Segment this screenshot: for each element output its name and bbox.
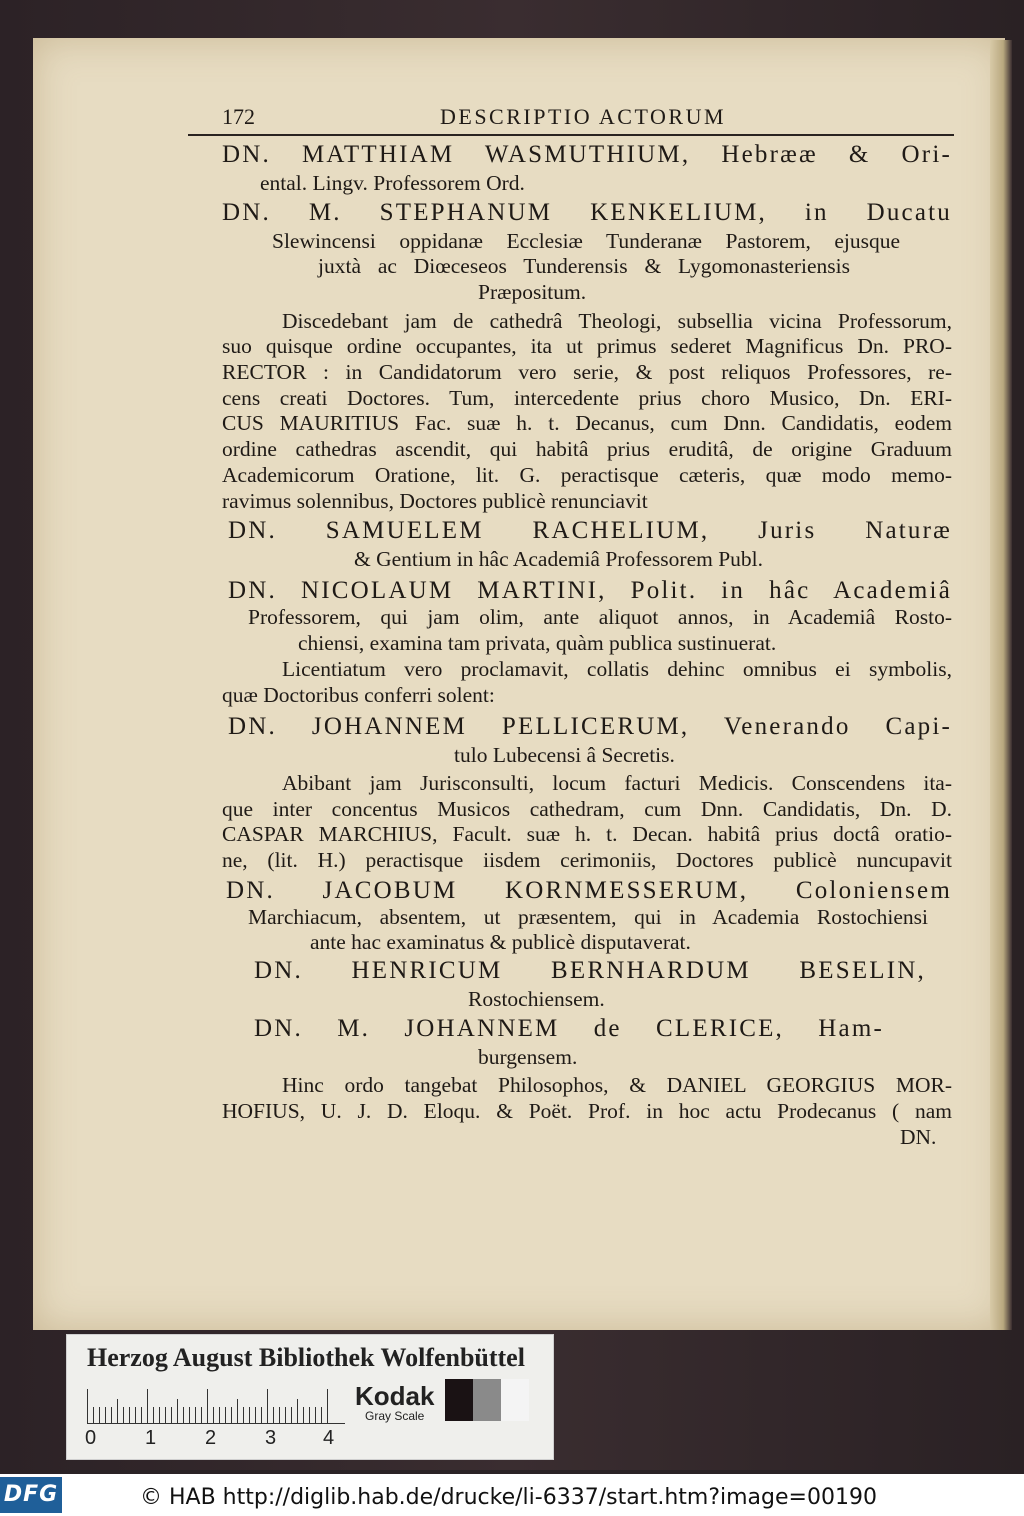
ruler-number: 3: [265, 1427, 277, 1449]
ruler-tick: [189, 1407, 190, 1423]
ruler-tick: [249, 1407, 250, 1423]
ruler-tick: [225, 1407, 226, 1423]
ruler-tick: [213, 1407, 214, 1423]
ruler-tick: [255, 1407, 256, 1423]
ruler-tick: [243, 1407, 244, 1423]
text-line: DN.: [900, 1125, 937, 1149]
page-header: [188, 104, 954, 136]
ruler-tick: [207, 1389, 208, 1423]
library-name: Herzog August Bibliothek Wolfenbüttel: [87, 1343, 525, 1372]
text-line: & Gentium in hâc Academiâ Professorem Publ.: [354, 547, 764, 571]
text-line: Hinc ordo tangebat Philosophos, & DANIEL GEORGIUS MOR-: [282, 1073, 952, 1097]
text-line: ental. Lingv. Professorem Ord.: [260, 171, 525, 195]
ruler-tick: [321, 1407, 322, 1423]
text-line: quæ Doctoribus conferri solent:: [222, 683, 495, 707]
text-line: tulo Lubecensi â Secretis.: [454, 743, 675, 767]
text-line: ravimus solennibus, Doctores publicè renunciavit: [222, 489, 648, 513]
gray-patch-dark: [445, 1379, 473, 1421]
text-line: CUS MAURITIUS Fac. suæ h. t. Decanus, cum Dnn. Candidatis, eodem: [222, 411, 952, 435]
ruler-tick: [291, 1407, 292, 1423]
degree-recipient-line: DN. NICOLAUM MARTINI, Polit. in hâc Academiâ: [228, 577, 952, 604]
ruler-tick: [141, 1407, 142, 1423]
degree-recipient-line: DN. JACOBUM KORNMESSERUM, Coloniensem: [226, 877, 952, 904]
ruler-tick: [99, 1407, 100, 1423]
ruler-tick: [309, 1407, 310, 1423]
text-line: HOFIUS, U. J. D. Eloqu. & Poët. Prof. in hoc actu Prodecanus ( nam: [222, 1099, 952, 1123]
ruler-tick: [129, 1407, 130, 1423]
text-line: Discedebant jam de cathedrâ Theologi, subsellia vicina Professorum,: [282, 309, 952, 333]
text-line: juxtà ac Diœceseos Tunderensis & Lygomonasteriensis: [318, 254, 850, 278]
ruler-tick: [177, 1399, 178, 1423]
ruler-tick: [195, 1407, 196, 1423]
ruler-tick: [159, 1407, 160, 1423]
degree-recipient-line: DN. MATTHIAM WASMUTHIUM, Hebrææ & Ori-: [222, 141, 952, 168]
gray-scale-label: Gray Scale: [365, 1409, 425, 1423]
ruler-tick: [111, 1407, 112, 1423]
ruler-tick: [135, 1407, 136, 1423]
ruler-tick: [147, 1389, 148, 1423]
text-line: CASPAR MARCHIUS, Facult. suæ h. t. Decan. habitâ prius doctâ oratio-: [222, 822, 952, 846]
ruler-tick: [267, 1389, 268, 1423]
text-line: ne, (lit. H.) peractisque iisdem cerimoniis, Doctores publicè nuncupavit: [222, 848, 952, 872]
text-line: Slewincensi oppidanæ Ecclesiæ Tunderanæ Pastorem, ejusque: [272, 229, 900, 253]
ruler-number: 4: [323, 1427, 335, 1449]
text-line: ordine cathedras ascendit, qui habitâ prius eruditâ, de origine Graduum: [222, 437, 952, 461]
degree-recipient-line: DN. M. STEPHANUM KENKELIUM, in Ducatu: [222, 199, 952, 226]
ruler-tick: [171, 1407, 172, 1423]
ruler-number: 1: [145, 1427, 157, 1449]
ruler-number: 0: [85, 1427, 97, 1449]
gray-patch-mid: [473, 1379, 501, 1421]
ruler-tick: [201, 1407, 202, 1423]
ruler-tick: [231, 1407, 232, 1423]
text-line: que inter concentus Musicos cathedram, cum Dnn. Candidatis, Dn. D.: [222, 797, 952, 821]
page-edge: [990, 40, 1012, 1330]
ruler-tick: [165, 1407, 166, 1423]
ruler-tick: [327, 1389, 328, 1423]
ruler-tick: [261, 1407, 262, 1423]
ruler-tick: [219, 1407, 220, 1423]
text-line: Licentiatum vero proclamavit, collatis dehinc omnibus ei symbolis,: [282, 657, 952, 681]
text-line: Academicorum Oratione, lit. G. peractisque cæteris, quæ modo memo-: [222, 463, 952, 487]
page-number: 172: [222, 104, 255, 129]
text-line: chiensi, examina tam privata, quàm publica sustinuerat.: [298, 631, 777, 655]
ruler: [87, 1389, 345, 1424]
ruler-tick: [183, 1407, 184, 1423]
ruler-tick: [315, 1407, 316, 1423]
degree-recipient-line: DN. HENRICUM BERNHARDUM BESELIN,: [254, 957, 926, 984]
color-scale-card: [66, 1334, 554, 1460]
text-line: Rostochiensem.: [468, 987, 605, 1011]
degree-recipient-line: DN. M. JOHANNEM de CLERICE, Ham-: [254, 1015, 884, 1042]
ruler-tick: [87, 1389, 88, 1423]
ruler-tick: [93, 1407, 94, 1423]
text-line: RECTOR : in Candidatorum vero serie, & post reliquos Professores, re-: [222, 360, 952, 384]
text-line: Præpositum.: [478, 280, 587, 304]
copyright-link[interactable]: © HAB http://diglib.hab.de/drucke/li-6337/start.htm?image=00190: [140, 1485, 877, 1510]
ruler-tick: [117, 1399, 118, 1423]
text-line: Marchiacum, absentem, ut præsentem, qui in Academia Rostochiensi: [248, 905, 928, 929]
ruler-tick: [297, 1399, 298, 1423]
ruler-tick: [105, 1407, 106, 1423]
ruler-tick: [303, 1407, 304, 1423]
text-line: cens creati Doctores. Tum, intercedente prius choro Musico, Dn. ERI-: [222, 386, 952, 410]
ruler-tick: [153, 1407, 154, 1423]
ruler-number: 2: [205, 1427, 217, 1449]
ruler-tick: [279, 1407, 280, 1423]
page-text: [188, 104, 954, 1149]
degree-recipient-line: DN. JOHANNEM PELLICERUM, Venerando Capi-: [228, 713, 952, 740]
text-line: burgensem.: [478, 1045, 578, 1069]
kodak-logo: Kodak: [355, 1381, 435, 1411]
text-line: Abibant jam Jurisconsulti, locum facturi Medicis. Conscendens ita-: [282, 771, 952, 795]
ruler-tick: [285, 1407, 286, 1423]
ruler-tick: [123, 1407, 124, 1423]
gray-patch-light: [501, 1379, 529, 1421]
ruler-tick: [237, 1399, 238, 1423]
text-line: ante hac examinatus & publicè disputaverat.: [310, 930, 691, 954]
text-line: Professorem, qui jam olim, ante aliquot annos, in Academiâ Rosto-: [248, 605, 952, 629]
running-title: DESCRIPTIO ACTORUM: [440, 104, 727, 129]
ruler-tick: [273, 1407, 274, 1423]
dfg-logo: DFG: [0, 1477, 62, 1513]
text-line: suo quisque ordine occupantes, ita ut primus sederet Magnificus Dn. PRO-: [222, 334, 952, 358]
degree-recipient-line: DN. SAMUELEM RACHELIUM, Juris Naturæ: [228, 517, 952, 544]
